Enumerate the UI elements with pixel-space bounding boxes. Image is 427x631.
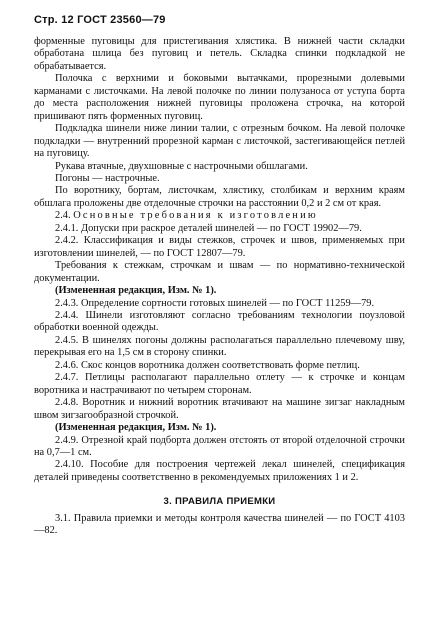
paragraph: форменные пуговицы для пристегивания хлястика. В нижней части складки обработана шлица без пуговиц и петель. Складка спинки подкладкой не обрабатывается. [34,36,405,72]
subsection-title: Основные требования к изготовлению [73,210,318,222]
section-title: 3. ПРАВИЛА ПРИЕМКИ [163,496,276,508]
paragraph: 2.4.5. В шинелях погоны должны располагаться параллельно плечевому шву, перекрывая его на 1,5 см в сторону спинки. [34,334,405,359]
paragraph: 2.4.7. Петлицы располагают параллельно отлету — к строчке и концам воротника и настрачивают по четырем сторонам. [34,372,405,396]
paragraph: Подкладка шинели ниже линии талии, с отрезным бочком. На левой полочке подкладки — внутренний прорезной карман с листочкой, застегивающейся петлей на пуговицу. [34,123,405,160]
paragraph: 2.4.9. Отрезной край подборта должен отстоять от второй отделочной строчки на 0,7—1 см. [34,434,405,458]
page-number: Стр. 12 [34,14,74,26]
document-body [34,36,405,538]
revision-note: (Измененная редакция, Изм. № 1). [55,422,217,434]
paragraph: 2.4.10. Пособие для построения чертежей лекал шинелей, спецификация деталей приведены соответственно в рекомендуемых приложениях 1 и 2. [34,459,405,483]
paragraph: По воротнику, бортам, листочкам, хлястику, столбикам и верхним краям обшлага проложены две отделочные строчки на расстоянии 0,2 и 2 см от края. [34,185,405,209]
subsection-number: 2.4. [55,210,71,222]
revision-note: (Измененная редакция, Изм. № 1). [55,285,217,297]
paragraph: 2.4.3. Определение сортности готовых шинелей — по ГОСТ 11259—79. [55,297,375,309]
paragraph: 2.4.2. Классификация и виды стежков, строчек и швов, применяемых при изготовлении шинелей, — по ГОСТ 12807—79. [34,235,405,259]
paragraph: Погоны — настрочные. [55,172,160,184]
paragraph: 3.1. Правила приемки и методы контроля качества шинелей — по ГОСТ 4103—82. [34,512,405,537]
page-header [34,14,405,26]
paragraph: 2.4.1. Допуски при раскрое деталей шинелей — по ГОСТ 19902—79. [55,222,362,234]
paragraph: Полочка с верхними и боковыми вытачками, прорезными долевыми карманами с листочками. На левой полочке по линии полузаноса от уступа борта до места расположения нижней пуговицы проложена строчка, на которой пришивают пять форменных пуговиц. [34,73,405,122]
standard-code: ГОСТ 23560—79 [77,14,166,26]
paragraph: 2.4.8. Воротник и нижний воротник втачивают на машине зигзаг накладным швом зигзагообразной строчкой. [34,397,405,421]
subsection-heading [34,210,405,222]
paragraph: 2.4.6. Скос концов воротника должен соответствовать форме петлиц. [55,359,360,371]
paragraph: Рукава втачные, двухшовные с настрочными обшлагами. [55,160,308,172]
paragraph: 2.4.4. Шинели изготовляют согласно требованиям технологии поузловой обработки военной одежды. [34,309,405,334]
paragraph: Требования к стежкам, строчкам и швам — по нормативно-технической документации. [34,260,405,284]
